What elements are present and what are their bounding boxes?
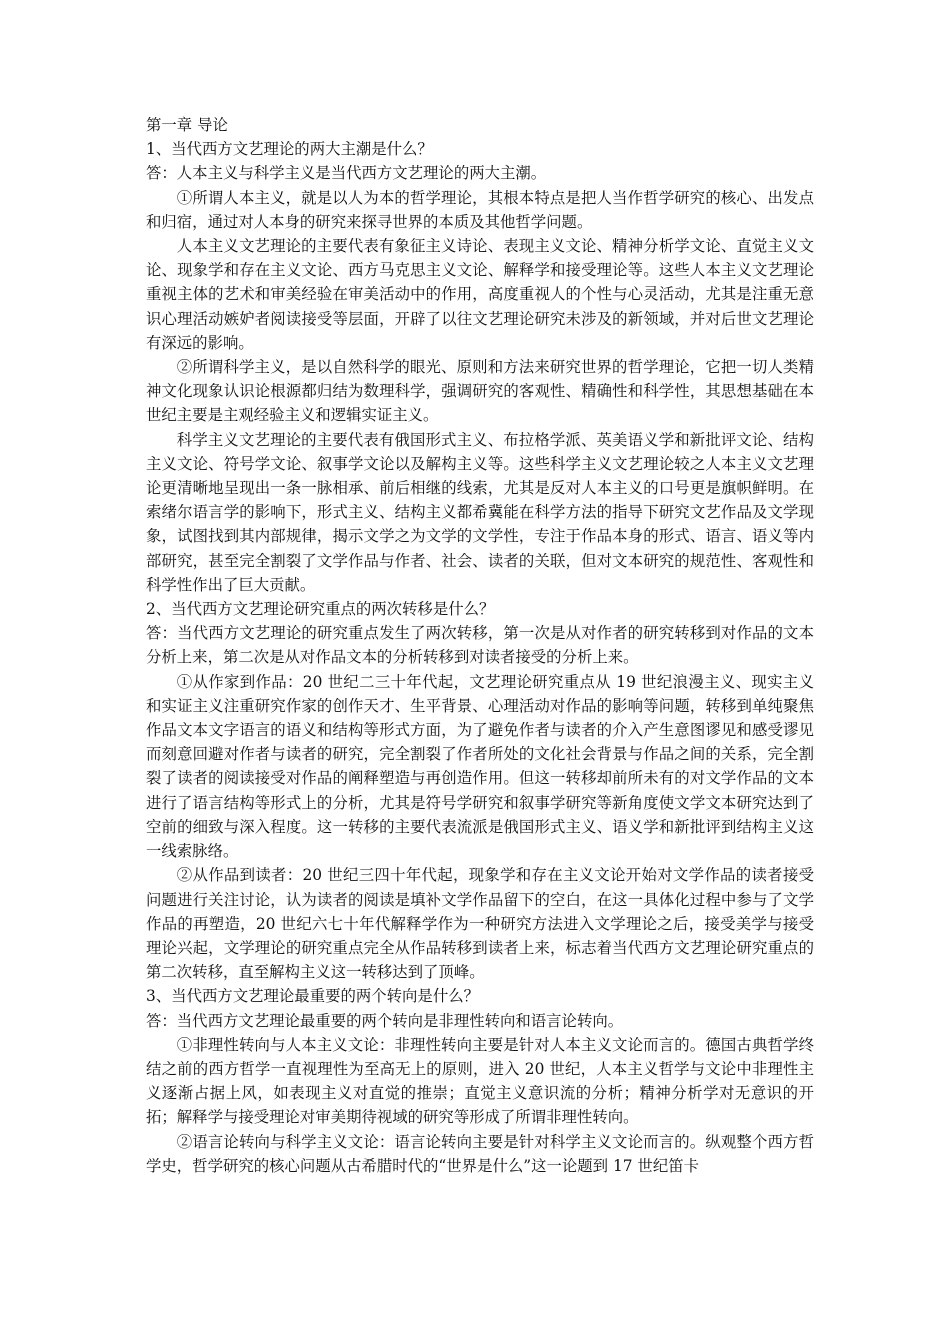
q2-paragraph-2: ②从作品到读者：20 世纪三四十年代起，现象学和存在主义文论开始对文学作品的读者接受问题进行关注讨论，认为读者的阅读是填补文学作品留下的空白，在这一具体化过程中参与了文学作品的再塑造，20 世纪六七十年代解释学作为一种研究方法进入文学理论之后，接受美学与接受理论兴起，文学理论的研究重点完全从作品转移到读者上来，标志着当代西方文艺理论研究重点的第二次转移，直至解构主义这一转移达到了顶峰。 [146, 866, 814, 982]
answer-3: 答：当代西方文艺理论最重要的两个转向是非理性转向和语言论转向。 [146, 1011, 624, 1030]
question-3: 3、当代西方文艺理论最重要的两个转向是什么？ [146, 987, 479, 1006]
question-1: 1、当代西方文艺理论的两大主潮是什么？ [146, 140, 433, 159]
q3-paragraph-2: ②语言论转向与科学主义文论：语言论转向主要是针对科学主义文论而言的。纵观整个西方哲学史，哲学研究的核心问题从古希腊时代的“世界是什么”这一论题到 17 世纪笛卡 [146, 1132, 814, 1175]
q1-paragraph-3: ②所谓科学主义，是以自然科学的眼光、原则和方法来研究世界的哲学理论，它把一切人类精神文化现象认识论根源都归结为数理科学，强调研究的客观性、精确性和科学性，其思想基础在本世纪主要是主观经验主义和逻辑实证主义。 [146, 358, 814, 425]
document-page [146, 113, 814, 1178]
question-2: 2、当代西方文艺理论研究重点的两次转移是什么？ [146, 600, 495, 619]
q3-paragraph-1: ①非理性转向与人本主义文论：非理性转向主要是针对人本主义文论而言的。德国古典哲学终结之前的西方哲学一直视理性为至高无上的原则，进入 20 世纪，人本主义哲学与文论中非理性主义逐渐占据上风，如表现主义对直觉的推崇；直觉主义意识流的分析；精神分析学对无意识的开拓；解释学与接受理论对审美期待视域的研究等形成了所谓非理性转向。 [146, 1035, 814, 1127]
q2-paragraph-1: ①从作家到作品：20 世纪二三十年代起，文艺理论研究重点从 19 世纪浪漫主义、现实主义和实证主义注重研究作家的创作天才、生平背景、心理活动对作品的影响等问题，转移到单纯聚焦作品文本文字语言的语义和结构等形式方面，为了避免作者与读者的介入产生意图谬见和感受谬见而刻意回避对作者与读者的研究，完全割裂了作者所处的文化社会背景与作品之间的关系，完全割裂了读者的阅读接受对作品的阐释塑造与再创造作用。但这一转移却前所未有的对文学作品的文本进行了语言结构等形式上的分析，尤其是符号学研究和叙事学研究等新角度使文学文本研究达到了空前的细致与深入程度。这一转移的主要代表流派是俄国形式主义、语义学和新批评到结构主义这一线索脉络。 [146, 672, 814, 861]
answer-1: 答：人本主义与科学主义是当代西方文艺理论的两大主潮。 [146, 164, 547, 183]
q1-paragraph-2: 人本主义文艺理论的主要代表有象征主义诗论、表现主义文论、精神分析学文论、直觉主义文论、现象学和存在主义文论、西方马克思主义文论、解释学和接受理论等。这些人本主义文艺理论重视主体的艺术和审美经验在审美活动中的作用，高度重视人的个性与心灵活动，尤其是注重无意识心理活动嫉妒者阅读接受等层面，开辟了以往文艺理论研究未涉及的新领域，并对后世文艺理论有深远的影响。 [146, 237, 814, 352]
answer-2: 答：当代西方文艺理论的研究重点发生了两次转移，第一次是从对作者的研究转移到对作品的文本分析上来，第二次是从对作品文本的分析转移到对读者接受的分析上来。 [146, 624, 814, 667]
q1-paragraph-4: 科学主义文艺理论的主要代表有俄国形式主义、布拉格学派、英美语义学和新批评文论、结构主义文论、符号学文论、叙事学文论以及解构主义等。这些科学主义文艺理论较之人本主义文艺理论更清晰地呈现出一条一脉相承、前后相继的线索，尤其是反对人本主义的口号更是旗帜鲜明。在索绪尔语言学的影响下，形式主义、结构主义都希冀能在科学方法的指导下研究文艺作品及文学现象，试图找到其内部规律，揭示文学之为文学的文学性，专注于作品本身的形式、语言、语义等内部研究，甚至完全割裂了文学作品与作者、社会、读者的关联，但对文本研究的规范性、客观性和科学性作出了巨大贡献。 [146, 430, 814, 594]
chapter-title: 第一章 导论 [146, 116, 228, 134]
q1-paragraph-1: ①所谓人本主义，就是以人为本的哲学理论，其根本特点是把人当作哲学研究的核心、出发点和归宿，通过对人本身的研究来探寻世界的本质及其他哲学问题。 [146, 188, 814, 231]
